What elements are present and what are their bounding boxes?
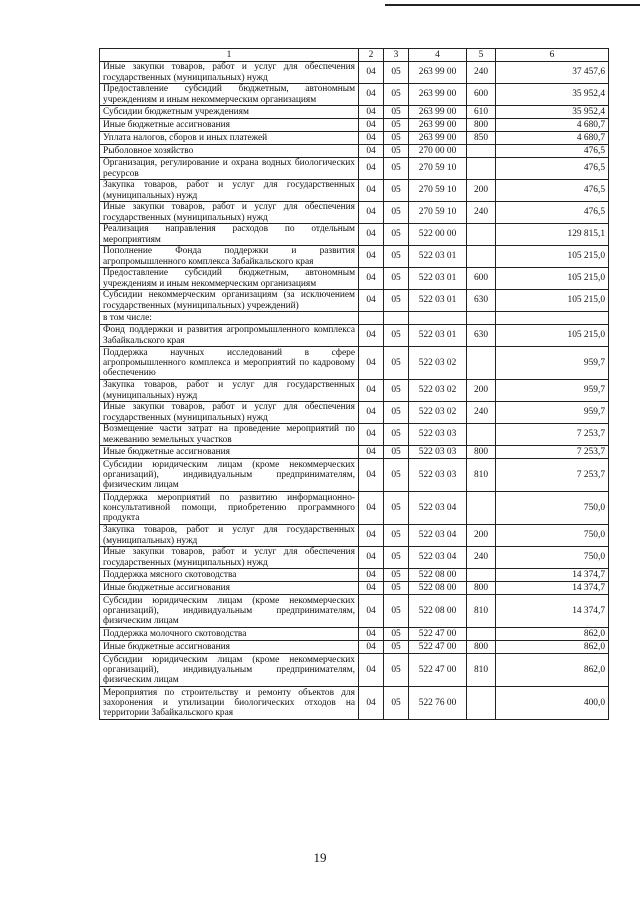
row-amount: 400,0: [496, 687, 609, 720]
row-name: Мероприятия по строительству и ремонту объектов для захоронения и утилизации биологических отходов на территории Забайкальского края: [100, 687, 359, 720]
row-expense-type: 800: [467, 582, 496, 595]
row-target-code: 522 00 00: [409, 224, 467, 246]
row-subsection: 05: [384, 569, 409, 582]
row-section: 04: [359, 459, 384, 492]
row-target-code: 522 03 04: [409, 525, 467, 547]
row-amount: 476,5: [496, 145, 609, 158]
row-target-code: 522 03 01: [409, 268, 467, 290]
row-expense-type: 600: [467, 268, 496, 290]
row-expense-type: [467, 145, 496, 158]
row-expense-type: 240: [467, 547, 496, 569]
row-subsection: 05: [384, 158, 409, 180]
row-section: 04: [359, 641, 384, 654]
row-amount: 105 215,0: [496, 325, 609, 347]
row-subsection: 05: [384, 84, 409, 106]
header-row: [100, 49, 609, 62]
row-expense-type: 200: [467, 380, 496, 402]
row-subsection: 05: [384, 380, 409, 402]
row-amount: 129 815,1: [496, 224, 609, 246]
row-target-code: 522 03 01: [409, 290, 467, 312]
row-subsection: 05: [384, 132, 409, 145]
row-section: 04: [359, 595, 384, 628]
row-amount: 7 253,7: [496, 446, 609, 459]
budget-table: [99, 48, 609, 720]
row-expense-type: 630: [467, 290, 496, 312]
row-target-code: 522 03 02: [409, 380, 467, 402]
row-expense-type: [467, 687, 496, 720]
table-row: [100, 547, 609, 569]
row-section: 04: [359, 347, 384, 380]
row-target-code: 522 08 00: [409, 569, 467, 582]
row-subsection: 05: [384, 119, 409, 132]
row-subsection: 05: [384, 202, 409, 224]
row-amount: 959,7: [496, 402, 609, 424]
table-row: [100, 687, 609, 720]
row-expense-type: 800: [467, 641, 496, 654]
table-row: [100, 224, 609, 246]
row-target-code: 270 59 10: [409, 158, 467, 180]
row-name: Закупка товаров, работ и услуг для государственных (муниципальных) нужд: [100, 380, 359, 402]
column-number: 1: [100, 49, 359, 62]
row-section: 04: [359, 180, 384, 202]
table-row: [100, 492, 609, 525]
row-amount: 105 215,0: [496, 246, 609, 268]
row-section: 04: [359, 145, 384, 158]
row-subsection: 05: [384, 290, 409, 312]
row-expense-type: [467, 628, 496, 641]
row-amount: 4 680,7: [496, 119, 609, 132]
row-target-code: 522 03 03: [409, 424, 467, 446]
table-row: [100, 325, 609, 347]
row-section: 04: [359, 687, 384, 720]
row-section: 04: [359, 569, 384, 582]
row-name: Субсидии юридическим лицам (кроме некоммерческих организаций), индивидуальным предпринимателям, физическим лицам: [100, 654, 359, 687]
table-row: [100, 62, 609, 84]
row-section: 04: [359, 525, 384, 547]
row-subsection: 05: [384, 459, 409, 492]
table-row: [100, 459, 609, 492]
row-amount: [496, 312, 609, 325]
table-row: [100, 595, 609, 628]
header-rule: [385, 4, 640, 6]
row-section: 04: [359, 268, 384, 290]
page-number: 19: [313, 850, 327, 865]
row-target-code: 522 03 02: [409, 402, 467, 424]
row-amount: 14 374,7: [496, 595, 609, 628]
row-amount: 862,0: [496, 641, 609, 654]
row-amount: 37 457,6: [496, 62, 609, 84]
row-target-code: 522 03 02: [409, 347, 467, 380]
row-amount: 750,0: [496, 492, 609, 525]
row-subsection: [384, 312, 409, 325]
table-row: [100, 582, 609, 595]
row-section: 04: [359, 119, 384, 132]
row-expense-type: [467, 224, 496, 246]
table-row: [100, 628, 609, 641]
row-expense-type: 240: [467, 202, 496, 224]
row-section: 04: [359, 84, 384, 106]
table-row: [100, 180, 609, 202]
row-amount: 476,5: [496, 202, 609, 224]
table-row: [100, 202, 609, 224]
table-row: [100, 132, 609, 145]
row-section: 04: [359, 290, 384, 312]
row-target-code: 522 08 00: [409, 582, 467, 595]
row-target-code: 522 03 03: [409, 446, 467, 459]
row-amount: 959,7: [496, 347, 609, 380]
row-name: Иные закупки товаров, работ и услуг для обеспечения государственных (муниципальных) нужд: [100, 402, 359, 424]
row-subsection: 05: [384, 547, 409, 569]
row-subsection: 05: [384, 595, 409, 628]
row-name: Закупка товаров, работ и услуг для государственных (муниципальных) нужд: [100, 180, 359, 202]
row-expense-type: 240: [467, 62, 496, 84]
row-amount: 4 680,7: [496, 132, 609, 145]
row-name: Иные закупки товаров, работ и услуг для обеспечения государственных (муниципальных) нужд: [100, 62, 359, 84]
column-number: 6: [496, 49, 609, 62]
table-row: [100, 268, 609, 290]
row-amount: 7 253,7: [496, 459, 609, 492]
table-body: [100, 49, 609, 720]
row-name: Поддержка мясного скотоводства: [100, 569, 359, 582]
row-subsection: 05: [384, 641, 409, 654]
row-subsection: 05: [384, 145, 409, 158]
row-target-code: 263 99 00: [409, 119, 467, 132]
row-subsection: 05: [384, 492, 409, 525]
row-expense-type: 810: [467, 654, 496, 687]
row-name: Рыболовное хозяйство: [100, 145, 359, 158]
row-expense-type: [467, 424, 496, 446]
row-amount: 14 374,7: [496, 569, 609, 582]
row-name: Субсидии юридическим лицам (кроме некоммерческих организаций), индивидуальным предпринимателям, физическим лицам: [100, 595, 359, 628]
row-target-code: 522 47 00: [409, 654, 467, 687]
row-subsection: 05: [384, 325, 409, 347]
row-target-code: [409, 312, 467, 325]
row-target-code: 522 03 04: [409, 492, 467, 525]
row-name: Предоставление субсидий бюджетным, автономным учреждениям и иным некоммерческим организациям: [100, 268, 359, 290]
row-expense-type: 850: [467, 132, 496, 145]
row-subsection: 05: [384, 268, 409, 290]
row-target-code: 522 03 01: [409, 325, 467, 347]
table-row: [100, 569, 609, 582]
row-name: Субсидии юридическим лицам (кроме некоммерческих организаций), индивидуальным предпринимателям, физическим лицам: [100, 459, 359, 492]
row-amount: 862,0: [496, 628, 609, 641]
row-name: Уплата налогов, сборов и иных платежей: [100, 132, 359, 145]
row-expense-type: 800: [467, 446, 496, 459]
row-amount: 476,5: [496, 158, 609, 180]
row-section: 04: [359, 582, 384, 595]
row-expense-type: 200: [467, 525, 496, 547]
row-amount: 959,7: [496, 380, 609, 402]
row-name: Иные закупки товаров, работ и услуг для обеспечения государственных (муниципальных) нужд: [100, 547, 359, 569]
row-name: Поддержка научных исследований в сфере агропромышленного комплекса и мероприятий по кадровому обеспечению: [100, 347, 359, 380]
row-section: 04: [359, 446, 384, 459]
row-target-code: 263 99 00: [409, 84, 467, 106]
row-section: [359, 312, 384, 325]
row-target-code: 270 00 00: [409, 145, 467, 158]
row-amount: 35 952,4: [496, 106, 609, 119]
row-amount: 476,5: [496, 180, 609, 202]
row-target-code: 522 08 00: [409, 595, 467, 628]
row-section: 04: [359, 158, 384, 180]
table-row: [100, 380, 609, 402]
table-row: [100, 654, 609, 687]
row-target-code: 522 47 00: [409, 628, 467, 641]
row-section: 04: [359, 224, 384, 246]
row-expense-type: 810: [467, 459, 496, 492]
row-subsection: 05: [384, 224, 409, 246]
row-subsection: 05: [384, 628, 409, 641]
row-target-code: 522 03 03: [409, 459, 467, 492]
row-expense-type: 600: [467, 84, 496, 106]
row-subsection: 05: [384, 402, 409, 424]
column-number: 2: [359, 49, 384, 62]
row-amount: 750,0: [496, 547, 609, 569]
row-name: Иные бюджетные ассигнования: [100, 119, 359, 132]
row-name: Организация, регулирование и охрана водных биологических ресурсов: [100, 158, 359, 180]
table-row: [100, 158, 609, 180]
row-target-code: 263 99 00: [409, 62, 467, 84]
row-amount: 14 374,7: [496, 582, 609, 595]
row-target-code: 263 99 00: [409, 106, 467, 119]
row-target-code: 522 76 00: [409, 687, 467, 720]
row-name: Иные бюджетные ассигнования: [100, 446, 359, 459]
row-section: 04: [359, 402, 384, 424]
row-section: 04: [359, 62, 384, 84]
row-target-code: 522 47 00: [409, 641, 467, 654]
column-number: 4: [409, 49, 467, 62]
row-name: Реализация направления расходов по отдельным мероприятиям: [100, 224, 359, 246]
row-target-code: 270 59 10: [409, 180, 467, 202]
row-expense-type: [467, 492, 496, 525]
row-amount: 750,0: [496, 525, 609, 547]
row-subsection: 05: [384, 347, 409, 380]
table-row: [100, 525, 609, 547]
row-section: 04: [359, 380, 384, 402]
row-section: 04: [359, 106, 384, 119]
row-amount: 7 253,7: [496, 424, 609, 446]
row-name: Иные закупки товаров, работ и услуг для обеспечения государственных (муниципальных) нужд: [100, 202, 359, 224]
table-row: [100, 312, 609, 325]
row-section: 04: [359, 628, 384, 641]
row-expense-type: 610: [467, 106, 496, 119]
row-name: в том числе:: [100, 312, 359, 325]
row-amount: 105 215,0: [496, 268, 609, 290]
row-section: 04: [359, 424, 384, 446]
table-row: [100, 145, 609, 158]
row-amount: 105 215,0: [496, 290, 609, 312]
row-subsection: 05: [384, 62, 409, 84]
row-target-code: 522 03 04: [409, 547, 467, 569]
row-amount: 862,0: [496, 654, 609, 687]
row-section: 04: [359, 202, 384, 224]
row-subsection: 05: [384, 582, 409, 595]
column-number: 3: [384, 49, 409, 62]
row-subsection: 05: [384, 525, 409, 547]
row-amount: 35 952,4: [496, 84, 609, 106]
table-row: [100, 641, 609, 654]
row-subsection: 05: [384, 687, 409, 720]
row-expense-type: 200: [467, 180, 496, 202]
table-row: [100, 290, 609, 312]
row-expense-type: [467, 569, 496, 582]
row-name: Возмещение части затрат на проведение мероприятий по межеванию земельных участков: [100, 424, 359, 446]
row-name: Закупка товаров, работ и услуг для государственных (муниципальных) нужд: [100, 525, 359, 547]
row-subsection: 05: [384, 424, 409, 446]
row-name: Фонд поддержки и развития агропромышленного комплекса Забайкальского края: [100, 325, 359, 347]
row-name: Субсидии бюджетным учреждениям: [100, 106, 359, 119]
row-subsection: 05: [384, 180, 409, 202]
row-section: 04: [359, 132, 384, 145]
row-section: 04: [359, 492, 384, 525]
table-row: [100, 246, 609, 268]
row-expense-type: 810: [467, 595, 496, 628]
table-row: [100, 402, 609, 424]
row-name: Субсидии некоммерческим организациям (за исключением государственных (муниципальных) учреждений): [100, 290, 359, 312]
column-number: 5: [467, 49, 496, 62]
row-expense-type: [467, 312, 496, 325]
row-section: 04: [359, 246, 384, 268]
row-section: 04: [359, 547, 384, 569]
table-row: [100, 347, 609, 380]
row-name: Поддержка молочного скотоводства: [100, 628, 359, 641]
row-subsection: 05: [384, 446, 409, 459]
row-name: Поддержка мероприятий по развитию информационно-консультативной помощи, приобретению программного продукта: [100, 492, 359, 525]
row-expense-type: [467, 347, 496, 380]
table-row: [100, 446, 609, 459]
table-row: [100, 119, 609, 132]
table-row: [100, 106, 609, 119]
row-expense-type: 800: [467, 119, 496, 132]
row-subsection: 05: [384, 106, 409, 119]
row-name: Иные бюджетные ассигнования: [100, 641, 359, 654]
row-name: Предоставление субсидий бюджетным, автономным учреждениям и иным некоммерческим организациям: [100, 84, 359, 106]
row-target-code: 270 59 10: [409, 202, 467, 224]
row-name: Пополнение Фонда поддержки и развития агропромышленного комплекса Забайкальского края: [100, 246, 359, 268]
row-target-code: 263 99 00: [409, 132, 467, 145]
row-target-code: 522 03 01: [409, 246, 467, 268]
row-expense-type: [467, 158, 496, 180]
table-row: [100, 84, 609, 106]
row-subsection: 05: [384, 246, 409, 268]
row-subsection: 05: [384, 654, 409, 687]
row-section: 04: [359, 654, 384, 687]
table-row: [100, 424, 609, 446]
row-expense-type: [467, 246, 496, 268]
row-expense-type: 240: [467, 402, 496, 424]
row-section: 04: [359, 325, 384, 347]
row-name: Иные бюджетные ассигнования: [100, 582, 359, 595]
row-expense-type: 630: [467, 325, 496, 347]
